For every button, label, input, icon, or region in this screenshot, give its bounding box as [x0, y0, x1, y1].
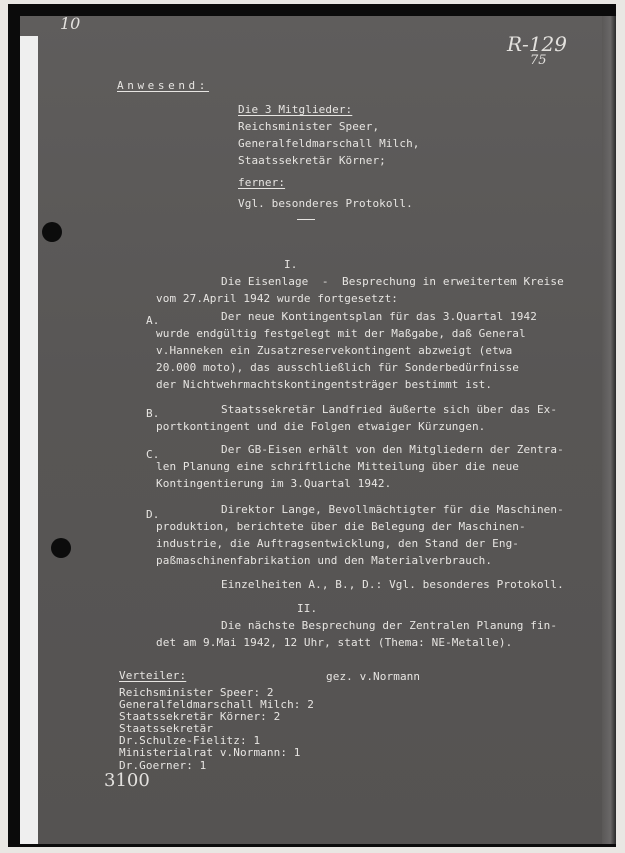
- item-d-line: industrie, die Auftragsentwicklung, den Stand der Eng-: [156, 537, 520, 550]
- item-d-line: paßmaschinenfabrikation und den Materialverbrauch.: [156, 554, 493, 567]
- distribution-line: Ministerialrat v.Normann: 1: [119, 746, 301, 759]
- item-c-line: Der GB-Eisen erhält von den Mitgliedern der Zentra-: [221, 443, 564, 456]
- member-line: Reichsminister Speer,: [238, 120, 380, 133]
- distribution-line: Dr.Goerner: 1: [119, 759, 207, 772]
- left-margin-strip: [20, 36, 38, 844]
- item-c-line: Kontingentierung im 3.Quartal 1942.: [156, 477, 392, 490]
- item-b-line: Staatssekretär Landfried äußerte sich über das Ex-: [221, 403, 558, 416]
- punch-hole-top: [42, 222, 62, 242]
- archive-mark-sub: 75: [530, 53, 547, 68]
- item-letter-a: A.: [146, 314, 160, 327]
- item-a-line: Der neue Kontingentsplan für das 3.Quartal 1942: [221, 310, 537, 323]
- item-letter-c: C.: [146, 448, 160, 461]
- corner-mark: 10: [60, 16, 81, 33]
- item-d-line: produktion, berichtete über die Belegung der Maschinen-: [156, 520, 526, 533]
- divider-dash: [297, 219, 315, 220]
- member-line: Staatssekretär Körner;: [238, 154, 386, 167]
- attendance-heading: Anwesend:: [117, 79, 210, 92]
- distribution-line: Reichsminister Speer: 2: [119, 686, 274, 699]
- item-letter-b: B.: [146, 407, 160, 420]
- section-1-intro-line: vom 27.April 1942 wurde fortgesetzt:: [156, 292, 399, 305]
- item-a-line: wurde endgültig festgelegt mit der Maßgabe, daß General: [156, 327, 526, 340]
- item-a-line: der Nichtwehrmachtskontingentsträger bestimmt ist.: [156, 378, 493, 391]
- members-heading: Die 3 Mitglieder:: [238, 103, 353, 116]
- item-c-line: len Planung eine schriftliche Mitteilung über die neue: [156, 460, 520, 473]
- signature: gez. v.Normann: [326, 670, 421, 683]
- item-letter-d: D.: [146, 508, 160, 521]
- archive-mark: R-129: [507, 32, 567, 56]
- section-1-numeral: I.: [284, 258, 298, 271]
- distribution-heading: Verteiler:: [119, 669, 187, 682]
- item-a-line: 20.000 moto), das ausschließlich für Sonderbedürfnisse: [156, 361, 520, 374]
- punch-hole-bottom: [51, 538, 71, 558]
- distribution-line: Generalfeldmarschall Milch: 2: [119, 698, 314, 711]
- section-2-line: det am 9.Mai 1942, 12 Uhr, statt (Thema: NE-Metalle).: [156, 636, 513, 649]
- section-2-line: Die nächste Besprechung der Zentralen Planung fin-: [221, 619, 558, 632]
- section-2-numeral: II.: [297, 602, 318, 615]
- item-b-line: portkontingent und die Folgen etwaiger Kürzungen.: [156, 420, 486, 433]
- item-d-line: Direktor Lange, Bevollmächtigter für die Maschinen-: [221, 503, 564, 516]
- details-note: Einzelheiten A., B., D.: Vgl. besonderes Protokoll.: [221, 578, 564, 591]
- item-a-line: v.Hanneken ein Zusatzreservekontingent abzweigt (etwa: [156, 344, 513, 357]
- distribution-line: Dr.Schulze-Fielitz: 1: [119, 734, 261, 747]
- further-heading: ferner:: [238, 176, 286, 189]
- page-stamp: 3100: [104, 770, 150, 791]
- member-line: Generalfeldmarschall Milch,: [238, 137, 420, 150]
- document-frame: [8, 4, 616, 847]
- document-page: [20, 16, 616, 844]
- right-page-edge: [602, 16, 616, 844]
- distribution-line: Staatssekretär: [119, 722, 214, 735]
- distribution-line: Staatssekretär Körner: 2: [119, 710, 281, 723]
- further-text: Vgl. besonderes Protokoll.: [238, 197, 413, 210]
- section-1-intro-line: Die Eisenlage - Besprechung in erweitertem Kreise: [221, 275, 564, 288]
